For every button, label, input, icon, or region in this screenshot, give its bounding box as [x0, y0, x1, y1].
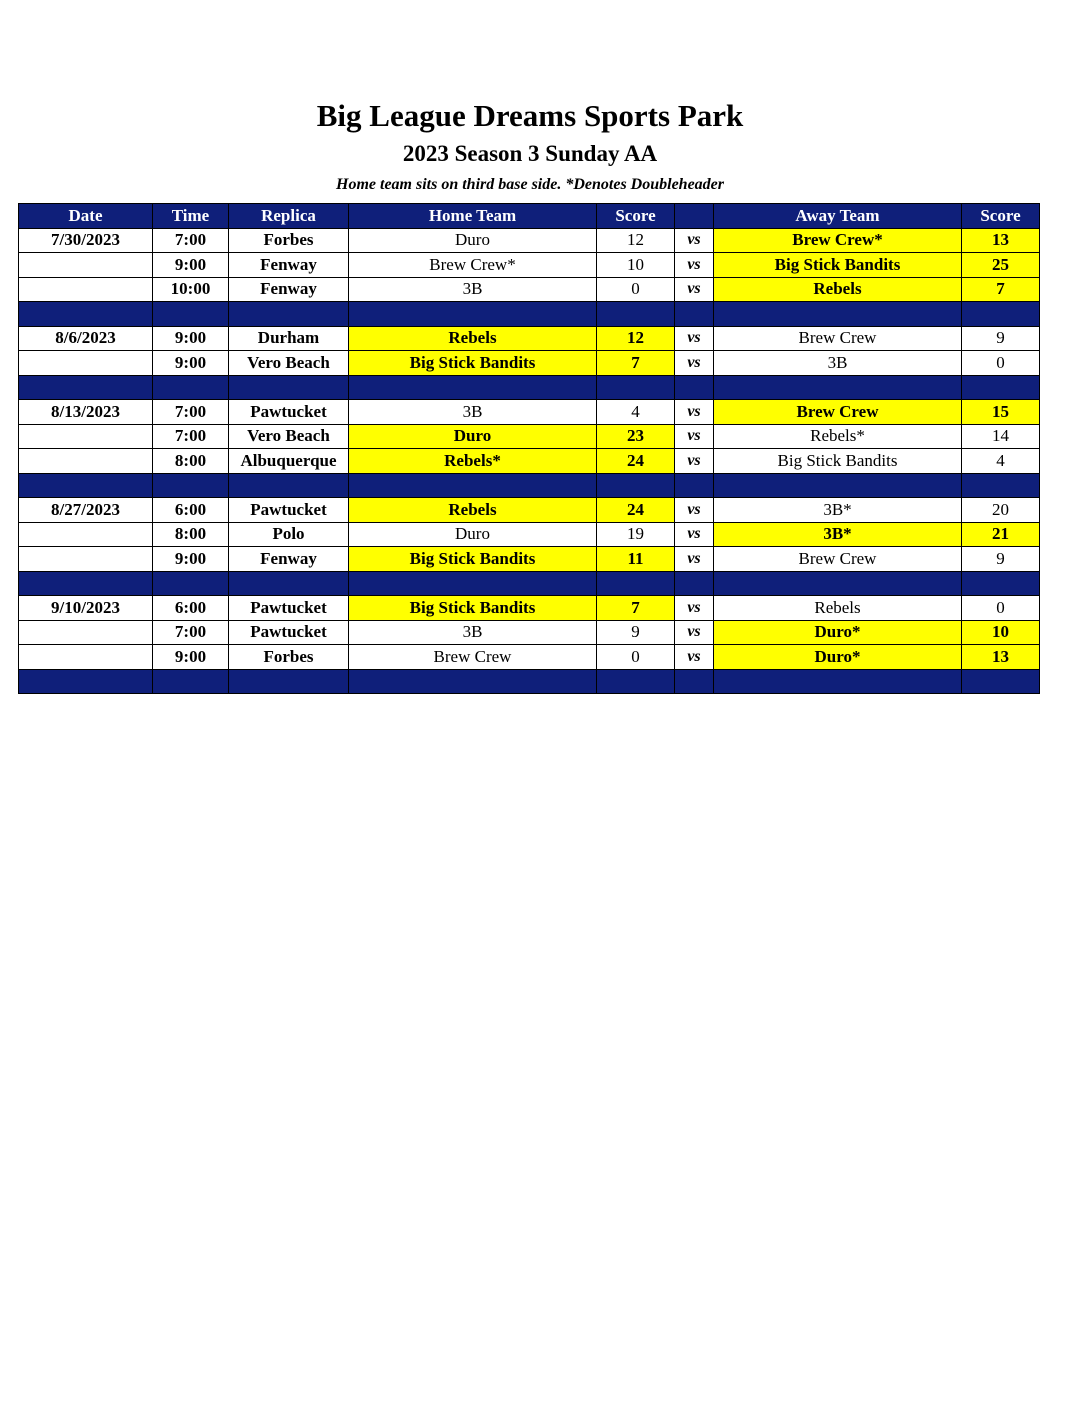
- schedule-body: [19, 228, 1040, 694]
- separator-cell: [19, 669, 153, 694]
- separator-cell: [349, 669, 597, 694]
- time-cell: 7:00: [153, 228, 229, 253]
- separator-cell: [229, 302, 349, 327]
- replica-cell: Durham: [229, 326, 349, 351]
- home-score-cell: 7: [597, 351, 675, 376]
- replica-cell: Pawtucket: [229, 596, 349, 621]
- separator-cell: [597, 375, 675, 400]
- separator-cell: [153, 375, 229, 400]
- game-row: [19, 498, 1040, 523]
- col-header-away-score: Score: [962, 204, 1040, 229]
- date-cell: [19, 253, 153, 278]
- col-header-date: Date: [19, 204, 153, 229]
- home-score-cell: 24: [597, 449, 675, 474]
- separator-cell: [229, 473, 349, 498]
- home-team-cell: 3B: [349, 620, 597, 645]
- date-cell: [19, 522, 153, 547]
- away-score-cell: 9: [962, 547, 1040, 572]
- time-cell: 8:00: [153, 449, 229, 474]
- away-score-cell: 7: [962, 277, 1040, 302]
- date-cell: [19, 424, 153, 449]
- away-team-cell: Brew Crew*: [714, 228, 962, 253]
- home-score-cell: 4: [597, 400, 675, 425]
- home-score-cell: 23: [597, 424, 675, 449]
- separator-row: [19, 571, 1040, 596]
- game-row: [19, 277, 1040, 302]
- vs-cell: vs: [675, 351, 714, 376]
- separator-cell: [153, 669, 229, 694]
- game-row: [19, 253, 1040, 278]
- separator-cell: [962, 375, 1040, 400]
- home-score-cell: 7: [597, 596, 675, 621]
- time-cell: 9:00: [153, 645, 229, 670]
- away-team-cell: Brew Crew: [714, 547, 962, 572]
- game-row: [19, 351, 1040, 376]
- date-cell: [19, 277, 153, 302]
- separator-cell: [962, 302, 1040, 327]
- date-cell: [19, 620, 153, 645]
- separator-cell: [962, 473, 1040, 498]
- home-team-cell: Brew Crew*: [349, 253, 597, 278]
- separator-row: [19, 669, 1040, 694]
- separator-cell: [153, 571, 229, 596]
- col-header-home-score: Score: [597, 204, 675, 229]
- home-score-cell: 10: [597, 253, 675, 278]
- away-score-cell: 13: [962, 228, 1040, 253]
- separator-cell: [349, 302, 597, 327]
- vs-cell: vs: [675, 424, 714, 449]
- date-cell: [19, 351, 153, 376]
- away-score-cell: 4: [962, 449, 1040, 474]
- replica-cell: Forbes: [229, 645, 349, 670]
- away-team-cell: Big Stick Bandits: [714, 253, 962, 278]
- home-team-cell: Duro: [349, 228, 597, 253]
- away-score-cell: 0: [962, 596, 1040, 621]
- header-row: [19, 204, 1040, 229]
- game-row: [19, 620, 1040, 645]
- home-score-cell: 0: [597, 277, 675, 302]
- game-row: [19, 522, 1040, 547]
- away-team-cell: Brew Crew: [714, 400, 962, 425]
- separator-row: [19, 302, 1040, 327]
- time-cell: 6:00: [153, 498, 229, 523]
- separator-cell: [675, 669, 714, 694]
- vs-cell: vs: [675, 547, 714, 572]
- replica-cell: Fenway: [229, 253, 349, 278]
- game-row: [19, 645, 1040, 670]
- replica-cell: Pawtucket: [229, 400, 349, 425]
- vs-cell: vs: [675, 498, 714, 523]
- game-row: [19, 596, 1040, 621]
- page-title: Big League Dreams Sports Park: [316, 98, 744, 133]
- separator-row: [19, 375, 1040, 400]
- date-cell: 8/6/2023: [19, 326, 153, 351]
- vs-cell: vs: [675, 400, 714, 425]
- away-team-cell: 3B*: [714, 498, 962, 523]
- game-row: [19, 424, 1040, 449]
- col-header-home-team: Home Team: [349, 204, 597, 229]
- date-cell: [19, 449, 153, 474]
- home-team-cell: Brew Crew: [349, 645, 597, 670]
- home-score-cell: 0: [597, 645, 675, 670]
- away-team-cell: Rebels: [714, 596, 962, 621]
- home-score-cell: 12: [597, 228, 675, 253]
- away-score-cell: 25: [962, 253, 1040, 278]
- time-cell: 9:00: [153, 547, 229, 572]
- replica-cell: Pawtucket: [229, 620, 349, 645]
- away-team-cell: Big Stick Bandits: [714, 449, 962, 474]
- separator-cell: [19, 473, 153, 498]
- separator-row: [19, 473, 1040, 498]
- replica-cell: Polo: [229, 522, 349, 547]
- schedule-table: [18, 203, 1040, 694]
- col-header-away-team: Away Team: [714, 204, 962, 229]
- time-cell: 6:00: [153, 596, 229, 621]
- date-cell: [19, 645, 153, 670]
- vs-cell: vs: [675, 645, 714, 670]
- separator-cell: [675, 375, 714, 400]
- away-score-cell: 13: [962, 645, 1040, 670]
- col-header-replica: Replica: [229, 204, 349, 229]
- game-row: [19, 449, 1040, 474]
- separator-cell: [349, 473, 597, 498]
- separator-cell: [349, 571, 597, 596]
- away-score-cell: 0: [962, 351, 1040, 376]
- home-team-cell: Rebels: [349, 326, 597, 351]
- home-team-cell: Big Stick Bandits: [349, 596, 597, 621]
- replica-cell: Pawtucket: [229, 498, 349, 523]
- home-team-cell: Duro: [349, 424, 597, 449]
- separator-cell: [714, 375, 962, 400]
- date-cell: 7/30/2023: [19, 228, 153, 253]
- replica-cell: Vero Beach: [229, 351, 349, 376]
- home-team-cell: 3B: [349, 277, 597, 302]
- home-score-cell: 12: [597, 326, 675, 351]
- separator-cell: [19, 571, 153, 596]
- time-cell: 8:00: [153, 522, 229, 547]
- separator-cell: [153, 302, 229, 327]
- separator-cell: [962, 571, 1040, 596]
- time-cell: 10:00: [153, 277, 229, 302]
- away-score-cell: 15: [962, 400, 1040, 425]
- separator-cell: [229, 571, 349, 596]
- vs-cell: vs: [675, 253, 714, 278]
- time-cell: 9:00: [153, 351, 229, 376]
- game-row: [19, 547, 1040, 572]
- game-row: [19, 400, 1040, 425]
- replica-cell: Forbes: [229, 228, 349, 253]
- home-score-cell: 11: [597, 547, 675, 572]
- replica-cell: Vero Beach: [229, 424, 349, 449]
- away-team-cell: Rebels*: [714, 424, 962, 449]
- away-score-cell: 10: [962, 620, 1040, 645]
- away-team-cell: Rebels: [714, 277, 962, 302]
- vs-cell: vs: [675, 449, 714, 474]
- time-cell: 7:00: [153, 424, 229, 449]
- separator-cell: [962, 669, 1040, 694]
- replica-cell: Fenway: [229, 277, 349, 302]
- away-team-cell: 3B: [714, 351, 962, 376]
- vs-cell: vs: [675, 277, 714, 302]
- time-cell: 9:00: [153, 253, 229, 278]
- vs-cell: vs: [675, 522, 714, 547]
- home-team-cell: Big Stick Bandits: [349, 547, 597, 572]
- home-team-cell: 3B: [349, 400, 597, 425]
- home-team-cell: Rebels: [349, 498, 597, 523]
- separator-cell: [19, 302, 153, 327]
- home-team-cell: Duro: [349, 522, 597, 547]
- separator-cell: [675, 571, 714, 596]
- separator-cell: [714, 302, 962, 327]
- time-cell: 7:00: [153, 400, 229, 425]
- separator-cell: [597, 669, 675, 694]
- time-cell: 7:00: [153, 620, 229, 645]
- separator-cell: [153, 473, 229, 498]
- date-cell: 8/27/2023: [19, 498, 153, 523]
- vs-cell: vs: [675, 596, 714, 621]
- separator-cell: [675, 302, 714, 327]
- away-team-cell: Duro*: [714, 620, 962, 645]
- vs-cell: vs: [675, 228, 714, 253]
- date-cell: 9/10/2023: [19, 596, 153, 621]
- page-subtitle: 2023 Season 3 Sunday AA: [402, 141, 658, 166]
- separator-cell: [229, 375, 349, 400]
- col-header-vs: [675, 204, 714, 229]
- home-score-cell: 19: [597, 522, 675, 547]
- separator-cell: [19, 375, 153, 400]
- vs-cell: vs: [675, 326, 714, 351]
- separator-cell: [229, 669, 349, 694]
- col-header-time: Time: [153, 204, 229, 229]
- date-cell: [19, 547, 153, 572]
- replica-cell: Albuquerque: [229, 449, 349, 474]
- game-row: [19, 228, 1040, 253]
- away-team-cell: Duro*: [714, 645, 962, 670]
- replica-cell: Fenway: [229, 547, 349, 572]
- separator-cell: [597, 571, 675, 596]
- home-score-cell: 24: [597, 498, 675, 523]
- separator-cell: [597, 473, 675, 498]
- separator-cell: [675, 473, 714, 498]
- away-score-cell: 20: [962, 498, 1040, 523]
- doubleheader-note: Home team sits on third base side. *Denotes Doubleheader: [336, 176, 724, 193]
- away-team-cell: Brew Crew: [714, 326, 962, 351]
- away-score-cell: 9: [962, 326, 1040, 351]
- separator-cell: [714, 473, 962, 498]
- away-team-cell: 3B*: [714, 522, 962, 547]
- home-team-cell: Big Stick Bandits: [349, 351, 597, 376]
- date-cell: 8/13/2023: [19, 400, 153, 425]
- separator-cell: [349, 375, 597, 400]
- separator-cell: [714, 669, 962, 694]
- time-cell: 9:00: [153, 326, 229, 351]
- game-row: [19, 326, 1040, 351]
- vs-cell: vs: [675, 620, 714, 645]
- away-score-cell: 21: [962, 522, 1040, 547]
- home-score-cell: 9: [597, 620, 675, 645]
- home-team-cell: Rebels*: [349, 449, 597, 474]
- away-score-cell: 14: [962, 424, 1040, 449]
- separator-cell: [714, 571, 962, 596]
- separator-cell: [597, 302, 675, 327]
